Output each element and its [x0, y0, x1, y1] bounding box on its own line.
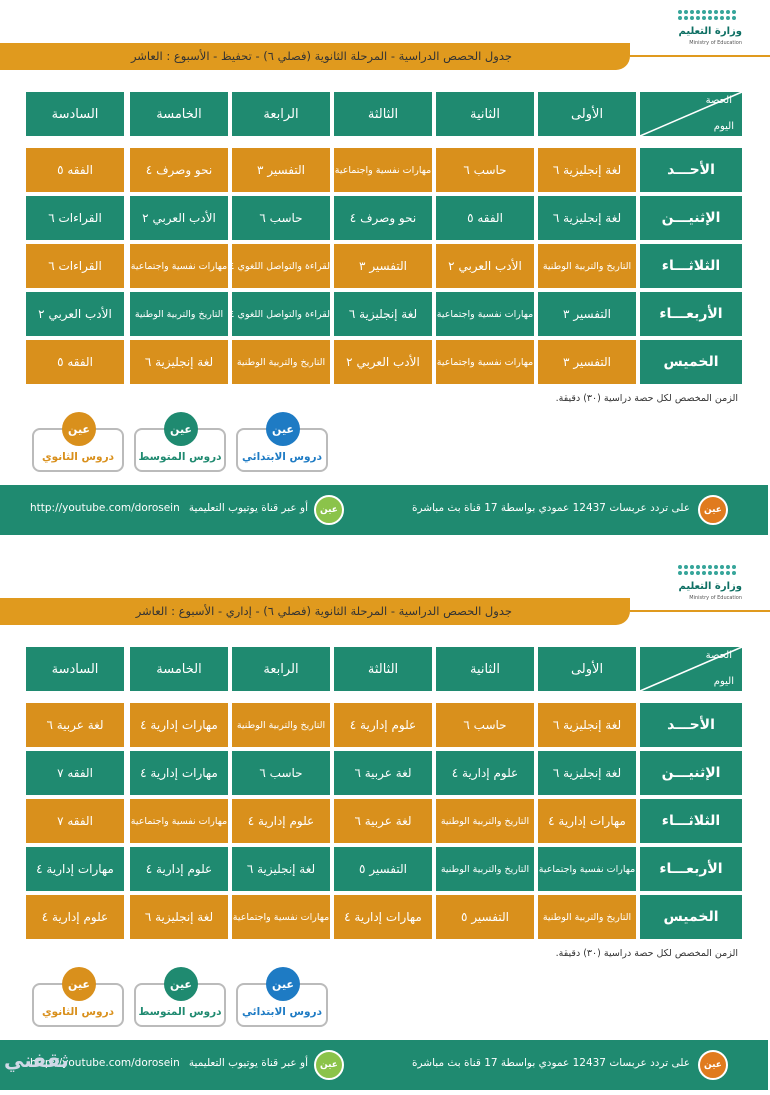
day-label: الأحـــد: [640, 148, 742, 192]
schedule-cell: القراءات ٦: [26, 196, 124, 240]
youtube-url-link[interactable]: http://youtube.com/dorosein: [30, 502, 180, 514]
period-header: السادسة: [26, 647, 124, 691]
primary-lessons-badge[interactable]: [236, 422, 328, 472]
youtube-channel-icon: عين: [314, 495, 344, 525]
schedule-cell: حاسب ٦: [436, 703, 534, 747]
schedule-cell: حاسب ٦: [232, 751, 330, 795]
youtube-channel-text: أو عبر قناة يوتيوب التعليمية: [188, 502, 308, 514]
schedule-cell: لغة عربية ٦: [334, 751, 432, 795]
badge-label: دروس المتوسط: [138, 451, 222, 463]
primary-lessons-badge[interactable]: [236, 977, 328, 1027]
schedule-cell: التفسير ٥: [334, 847, 432, 891]
schedule-cell: مهارات نفسية واجتماعية: [538, 847, 636, 891]
schedule-cell: الفقه ٥: [26, 340, 124, 384]
logo-arabic-text: وزارة التعليم: [678, 581, 742, 592]
period-header: الثالثة: [334, 92, 432, 136]
schedule-cell: التاريخ والتربية الوطنية: [232, 703, 330, 747]
period-header: الخامسة: [130, 647, 228, 691]
schedule-cell: مهارات إدارية ٤: [26, 847, 124, 891]
title-line: [630, 55, 770, 57]
logo-dots-icon: [678, 10, 738, 24]
day-label: الثلاثـــاء: [640, 244, 742, 288]
schedule-cell: مهارات إدارية ٤: [130, 751, 228, 795]
schedule-cell: لغة إنجليزية ٦: [538, 703, 636, 747]
day-label: الأحـــد: [640, 703, 742, 747]
session-duration-note: الزمن المخصص لكل حصة دراسية (٣٠) دقيقة.: [555, 393, 738, 404]
period-header: الثانية: [436, 647, 534, 691]
period-header: الثانية: [436, 92, 534, 136]
ein-channel-icon: عين: [698, 1050, 728, 1080]
schedule-cell: الأدب العربي ٢: [436, 244, 534, 288]
intermediate-lessons-badge[interactable]: [134, 422, 226, 472]
period-header: السادسة: [26, 92, 124, 136]
day-label: الخميس: [640, 340, 742, 384]
schedule-cell: مهارات نفسية واجتماعية: [436, 340, 534, 384]
schedule-cell: الفقه ٥: [26, 148, 124, 192]
broadcast-footer: [0, 485, 768, 535]
title-bar: [0, 598, 630, 625]
site-watermark: ثقفني: [4, 1048, 69, 1072]
corner-day-label: اليوم: [713, 676, 734, 687]
schedule-cell: لغة عربية ٦: [26, 703, 124, 747]
title-bar: [0, 43, 630, 70]
logo-english-text: Ministry of Education: [689, 595, 742, 601]
corner-day-label: اليوم: [713, 121, 734, 132]
schedule-cell: مهارات نفسية واجتماعية: [436, 292, 534, 336]
schedule-cell: الفقه ٧: [26, 751, 124, 795]
schedule-cell: نحو وصرف ٤: [334, 196, 432, 240]
schedule-cell: الفقه ٥: [436, 196, 534, 240]
schedule-cell: لغة إنجليزية ٦: [538, 751, 636, 795]
intermediate-lessons-badge[interactable]: [134, 977, 226, 1027]
title-line: [630, 610, 770, 612]
ministry-logo: [656, 565, 746, 605]
schedule-cell: مهارات إدارية ٤: [334, 895, 432, 939]
logo-dots-icon: [678, 565, 738, 579]
period-header: الأولى: [538, 647, 636, 691]
session-duration-note: الزمن المخصص لكل حصة دراسية (٣٠) دقيقة.: [555, 948, 738, 959]
schedule-cell: مهارات نفسية واجتماعية: [334, 148, 432, 192]
table-corner-header: [640, 647, 742, 691]
ein-channel-icon: عين: [698, 495, 728, 525]
secondary-lessons-badge[interactable]: [32, 977, 124, 1027]
ein-logo-icon: عين: [62, 412, 96, 446]
schedule-cell: التاريخ والتربية الوطنية: [436, 847, 534, 891]
youtube-channel-text: أو عبر قناة يوتيوب التعليمية: [188, 1057, 308, 1069]
badge-label: دروس الثانوي: [41, 1006, 115, 1018]
schedule-cell: لغة إنجليزية ٦: [130, 340, 228, 384]
schedule-cell: الأدب العربي ٢: [26, 292, 124, 336]
schedule-cell: القراءات ٦: [26, 244, 124, 288]
schedule-cell: لغة إنجليزية ٦: [538, 148, 636, 192]
youtube-url-link[interactable]: http://youtube.com/dorosein: [30, 1057, 180, 1069]
schedule-cell: الأدب العربي ٢: [334, 340, 432, 384]
schedule-cell: القراءة والتواصل اللغوي ٤: [232, 244, 330, 288]
ein-logo-icon: عين: [266, 412, 300, 446]
schedule-cell: مهارات إدارية ٤: [130, 703, 228, 747]
corner-period-label: الحصة: [705, 650, 732, 661]
broadcast-footer: [0, 1040, 768, 1090]
schedule-title: جدول الحصص الدراسية - المرحلة الثانوية (فصلي ٦) - إداري - الأسبوع : العاشر: [135, 604, 512, 618]
schedule-cell: علوم إدارية ٤: [130, 847, 228, 891]
schedule-cell: لغة إنجليزية ٦: [130, 895, 228, 939]
schedule-cell: التاريخ والتربية الوطنية: [232, 340, 330, 384]
logo-arabic-text: وزارة التعليم: [678, 26, 742, 37]
ein-logo-icon: عين: [164, 412, 198, 446]
ein-logo-icon: عين: [266, 967, 300, 1001]
schedule-cell: لغة إنجليزية ٦: [232, 847, 330, 891]
schedule-cell: التفسير ٣: [538, 340, 636, 384]
schedule-cell: حاسب ٦: [436, 148, 534, 192]
schedule-cell: حاسب ٦: [232, 196, 330, 240]
day-label: الإثنيـــن: [640, 751, 742, 795]
schedule-cell: الفقه ٧: [26, 799, 124, 843]
ein-logo-icon: عين: [62, 967, 96, 1001]
schedule-cell: التاريخ والتربية الوطنية: [436, 799, 534, 843]
day-label: الثلاثـــاء: [640, 799, 742, 843]
schedule-cell: التاريخ والتربية الوطنية: [538, 895, 636, 939]
schedule-section-tahfeez: [0, 0, 768, 540]
satellite-frequency-text: على تردد عربسات 12437 عمودي بواسطة 17 قناة بث مباشرة: [412, 1057, 690, 1069]
schedule-cell: علوم إدارية ٤: [26, 895, 124, 939]
schedule-cell: علوم إدارية ٤: [334, 703, 432, 747]
table-corner-header: [640, 92, 742, 136]
schedule-cell: القراءة والتواصل اللغوي ٤: [232, 292, 330, 336]
secondary-lessons-badge[interactable]: [32, 422, 124, 472]
period-header: الرابعة: [232, 92, 330, 136]
period-header: الخامسة: [130, 92, 228, 136]
schedule-cell: التفسير ٥: [436, 895, 534, 939]
badge-label: دروس الثانوي: [41, 451, 115, 463]
youtube-channel-icon: عين: [314, 1050, 344, 1080]
schedule-cell: لغة إنجليزية ٦: [538, 196, 636, 240]
schedule-cell: التفسير ٣: [334, 244, 432, 288]
day-label: الإثنيـــن: [640, 196, 742, 240]
ministry-logo: [656, 10, 746, 50]
schedule-cell: نحو وصرف ٤: [130, 148, 228, 192]
schedule-title: جدول الحصص الدراسية - المرحلة الثانوية (فصلي ٦) - تحفيظ - الأسبوع : العاشر: [130, 49, 512, 63]
schedule-cell: التاريخ والتربية الوطنية: [130, 292, 228, 336]
schedule-cell: لغة إنجليزية ٦: [334, 292, 432, 336]
schedule-cell: لغة عربية ٦: [334, 799, 432, 843]
schedule-cell: التاريخ والتربية الوطنية: [538, 244, 636, 288]
schedule-cell: التفسير ٣: [232, 148, 330, 192]
schedule-cell: مهارات إدارية ٤: [538, 799, 636, 843]
schedule-cell: مهارات نفسية واجتماعية: [130, 799, 228, 843]
corner-period-label: الحصة: [705, 95, 732, 106]
day-label: الأربعـــاء: [640, 292, 742, 336]
schedule-section-idari: [0, 555, 768, 1095]
logo-english-text: Ministry of Education: [689, 40, 742, 46]
period-header: الأولى: [538, 92, 636, 136]
schedule-cell: مهارات نفسية واجتماعية: [130, 244, 228, 288]
day-label: الأربعـــاء: [640, 847, 742, 891]
schedule-cell: الأدب العربي ٢: [130, 196, 228, 240]
schedule-cell: علوم إدارية ٤: [232, 799, 330, 843]
ein-logo-icon: عين: [164, 967, 198, 1001]
schedule-cell: مهارات نفسية واجتماعية: [232, 895, 330, 939]
badge-label: دروس الابتدائي: [242, 1006, 322, 1018]
day-label: الخميس: [640, 895, 742, 939]
period-header: الرابعة: [232, 647, 330, 691]
schedule-cell: علوم إدارية ٤: [436, 751, 534, 795]
badge-label: دروس المتوسط: [138, 1006, 222, 1018]
period-header: الثالثة: [334, 647, 432, 691]
badge-label: دروس الابتدائي: [242, 451, 322, 463]
schedule-cell: التفسير ٣: [538, 292, 636, 336]
satellite-frequency-text: على تردد عربسات 12437 عمودي بواسطة 17 قناة بث مباشرة: [412, 502, 690, 514]
